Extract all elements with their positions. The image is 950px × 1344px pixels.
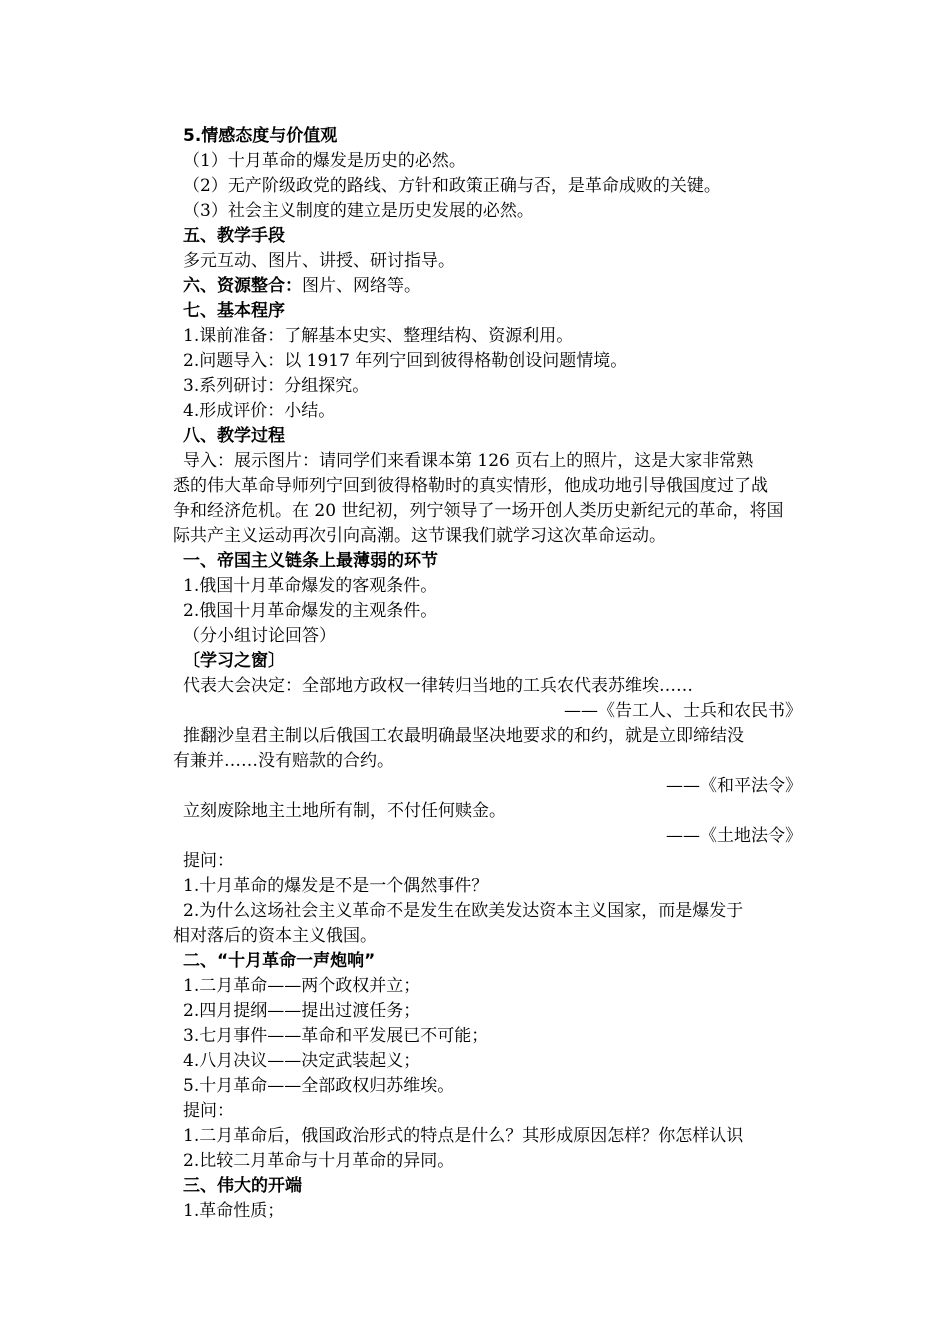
list-item: 2.问题导入：以 1917 年列宁回到彼得格勒创设问题情境。	[183, 351, 628, 371]
section-heading-resources: 六、资源整合：	[183, 276, 302, 296]
question: 1.二月革命后，俄国政治形式的特点是什么？其形成原因怎样？你怎样认识	[183, 1126, 744, 1146]
list-item: 2.四月提纲——提出过渡任务；	[183, 1001, 421, 1021]
document-page	[173, 124, 808, 1224]
quote-source: ——《和平法令》	[666, 776, 802, 796]
quote: 推翻沙皇君主制以后俄国工农最明确最坚决地要求的和约，就是立即缔结没	[183, 726, 744, 746]
study-window-title: 〔学习之窗〕	[183, 651, 285, 671]
section-heading-teaching-means: 五、教学手段	[183, 226, 285, 246]
list-item: 1.俄国十月革命爆发的客观条件。	[183, 576, 438, 596]
question: 2.为什么这场社会主义革命不是发生在欧美发达资本主义国家，而是爆发于	[183, 901, 744, 921]
section-heading-process: 八、教学过程	[183, 426, 285, 446]
quote: 有兼并……没有赔款的合约。	[173, 751, 394, 771]
list-item: 1.二月革命——两个政权并立；	[183, 976, 421, 996]
quote: 代表大会决定：全部地方政权一律转归当地的工兵农代表苏维埃……	[183, 676, 693, 696]
section-heading-procedure: 七、基本程序	[183, 301, 285, 321]
quote: 立刻废除地主土地所有制，不付任何赎金。	[183, 801, 506, 821]
question: 1.十月革命的爆发是不是一个偶然事件？	[183, 876, 489, 896]
quote-source: ——《告工人、士兵和农民书》	[564, 701, 802, 721]
list-item: 2.俄国十月革命爆发的主观条件。	[183, 601, 438, 621]
list-item: 5.十月革命——全部政权归苏维埃。	[183, 1076, 455, 1096]
quote-source: ——《土地法令》	[666, 826, 802, 846]
paragraph: 多元互动、图片、讲授、研讨指导。	[183, 251, 455, 271]
list-item: 3.系列研讨：分组探究。	[183, 376, 370, 396]
section-heading-emotion: 5.情感态度与价值观	[183, 126, 338, 146]
part-heading-great-beginning: 三、伟大的开端	[183, 1176, 302, 1196]
list-item: （3）社会主义制度的建立是历史发展的必然。	[183, 201, 534, 221]
list-item: （1）十月革命的爆发是历史的必然。	[183, 151, 466, 171]
question: 相对落后的资本主义俄国。	[173, 926, 377, 946]
question: 2.比较二月革命与十月革命的异同。	[183, 1151, 455, 1171]
section-resources	[183, 274, 808, 299]
list-item: （分小组讨论回答）	[183, 626, 336, 646]
intro-line: 争和经济危机。在 20 世纪初，列宁领导了一场开创人类历史新纪元的革命，将国	[173, 501, 784, 521]
list-item: 4.形成评价：小结。	[183, 401, 336, 421]
resources-text: 图片、网络等。	[302, 276, 421, 296]
intro-line: 悉的伟大革命导师列宁回到彼得格勒时的真实情形，他成功地引导俄国度过了战	[173, 476, 768, 496]
intro-line: 际共产主义运动再次引向高潮。这节课我们就学习这次革命运动。	[173, 526, 666, 546]
ask-label: 提问：	[183, 1101, 234, 1121]
list-item: 4.八月决议——决定武装起义；	[183, 1051, 421, 1071]
part-heading-cannon: 二、“十月革命一声炮响”	[183, 951, 376, 971]
intro-line: 导入：展示图片：请同学们来看课本第 126 页右上的照片，这是大家非常熟	[183, 451, 754, 471]
list-item: 1.革命性质；	[183, 1201, 285, 1221]
list-item: （2）无产阶级政党的路线、方针和政策正确与否，是革命成败的关键。	[183, 176, 721, 196]
list-item: 1.课前准备：了解基本史实、整理结构、资源利用。	[183, 326, 574, 346]
ask-label: 提问：	[183, 851, 234, 871]
list-item: 3.七月事件——革命和平发展已不可能；	[183, 1026, 489, 1046]
part-heading-weakest-link: 一、帝国主义链条上最薄弱的环节	[183, 551, 438, 571]
